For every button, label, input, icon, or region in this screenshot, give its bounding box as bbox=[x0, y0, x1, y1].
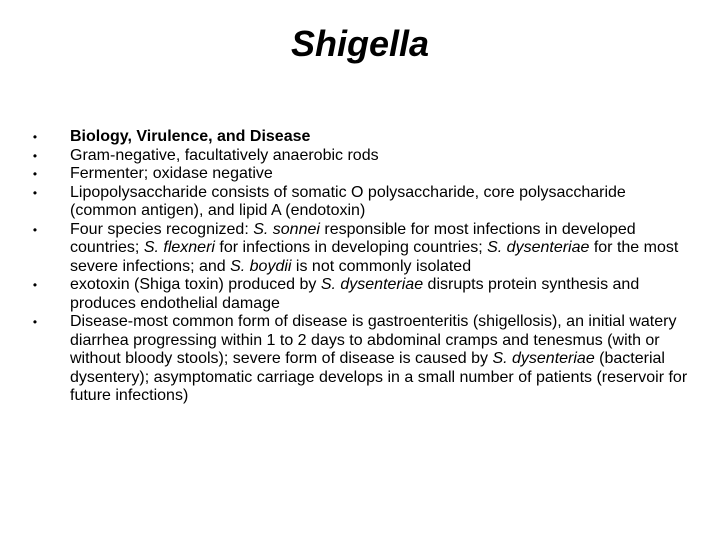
slide-title: Shigella bbox=[290, 23, 430, 64]
bullet-icon: • bbox=[32, 185, 38, 200]
bullet-icon: • bbox=[32, 278, 38, 292]
list-item bbox=[30, 184, 690, 221]
list-item bbox=[30, 276, 690, 313]
list-item bbox=[30, 221, 690, 277]
bullet-icon: • bbox=[32, 148, 38, 163]
species-name: S. dysenteriae bbox=[492, 350, 595, 367]
list-item bbox=[30, 128, 690, 147]
bullet-icon: • bbox=[32, 167, 38, 181]
bullet-text-part: (bacterial dysentery); asymptomatic carriage develops in a small number of patients (reservoir for future infections) bbox=[70, 350, 688, 404]
bullet-text-part: disrupts protein synthesis and produces endothelial damage bbox=[70, 276, 640, 312]
bullet-text: Fermenter; oxidase negative bbox=[70, 165, 273, 182]
bullet-text-part: for infections in developing countries; bbox=[214, 239, 488, 256]
bullet-text-part: Four species recognized: bbox=[70, 220, 254, 238]
bullet-list bbox=[30, 128, 690, 406]
bullet-text-part: for the most severe infections; and bbox=[70, 239, 679, 275]
list-item bbox=[30, 147, 690, 166]
bullet-text-part: Disease-most common form of disease is gastroenteritis (shigellosis), an initial watery diarrhea progressing within 1 to 2 days to abdominal cramps and tenesmus (with or without bloody stools); severe form of disease is caused by bbox=[70, 313, 677, 367]
bullet-icon: • bbox=[32, 222, 38, 237]
species-name: S. dysenteriae bbox=[320, 276, 424, 293]
bullet-text: Gram-negative, facultatively anaerobic rods bbox=[70, 146, 379, 164]
bullet-text-part: exotoxin (Shiga toxin) produced by bbox=[70, 276, 321, 293]
list-item bbox=[30, 313, 690, 406]
bullet-text: Lipopolysaccharide consists of somatic O polysaccharide, core polysaccharide (common antigen), and lipid A (endotoxin) bbox=[70, 183, 626, 219]
list-item bbox=[30, 165, 690, 184]
bullet-icon: • bbox=[32, 130, 38, 144]
bullet-text-part: responsible for most infections in developed countries; bbox=[70, 220, 636, 256]
species-name: S. flexneri bbox=[143, 239, 215, 256]
bullet-text-part: is not commonly isolated bbox=[291, 257, 472, 275]
bullet-text: Biology, Virulence, and Disease bbox=[70, 128, 311, 145]
species-name: S. dysenteriae bbox=[487, 239, 590, 256]
species-name: S. sonnei bbox=[253, 220, 320, 238]
bullet-icon: • bbox=[32, 315, 38, 329]
species-name: S. boydii bbox=[230, 257, 292, 275]
